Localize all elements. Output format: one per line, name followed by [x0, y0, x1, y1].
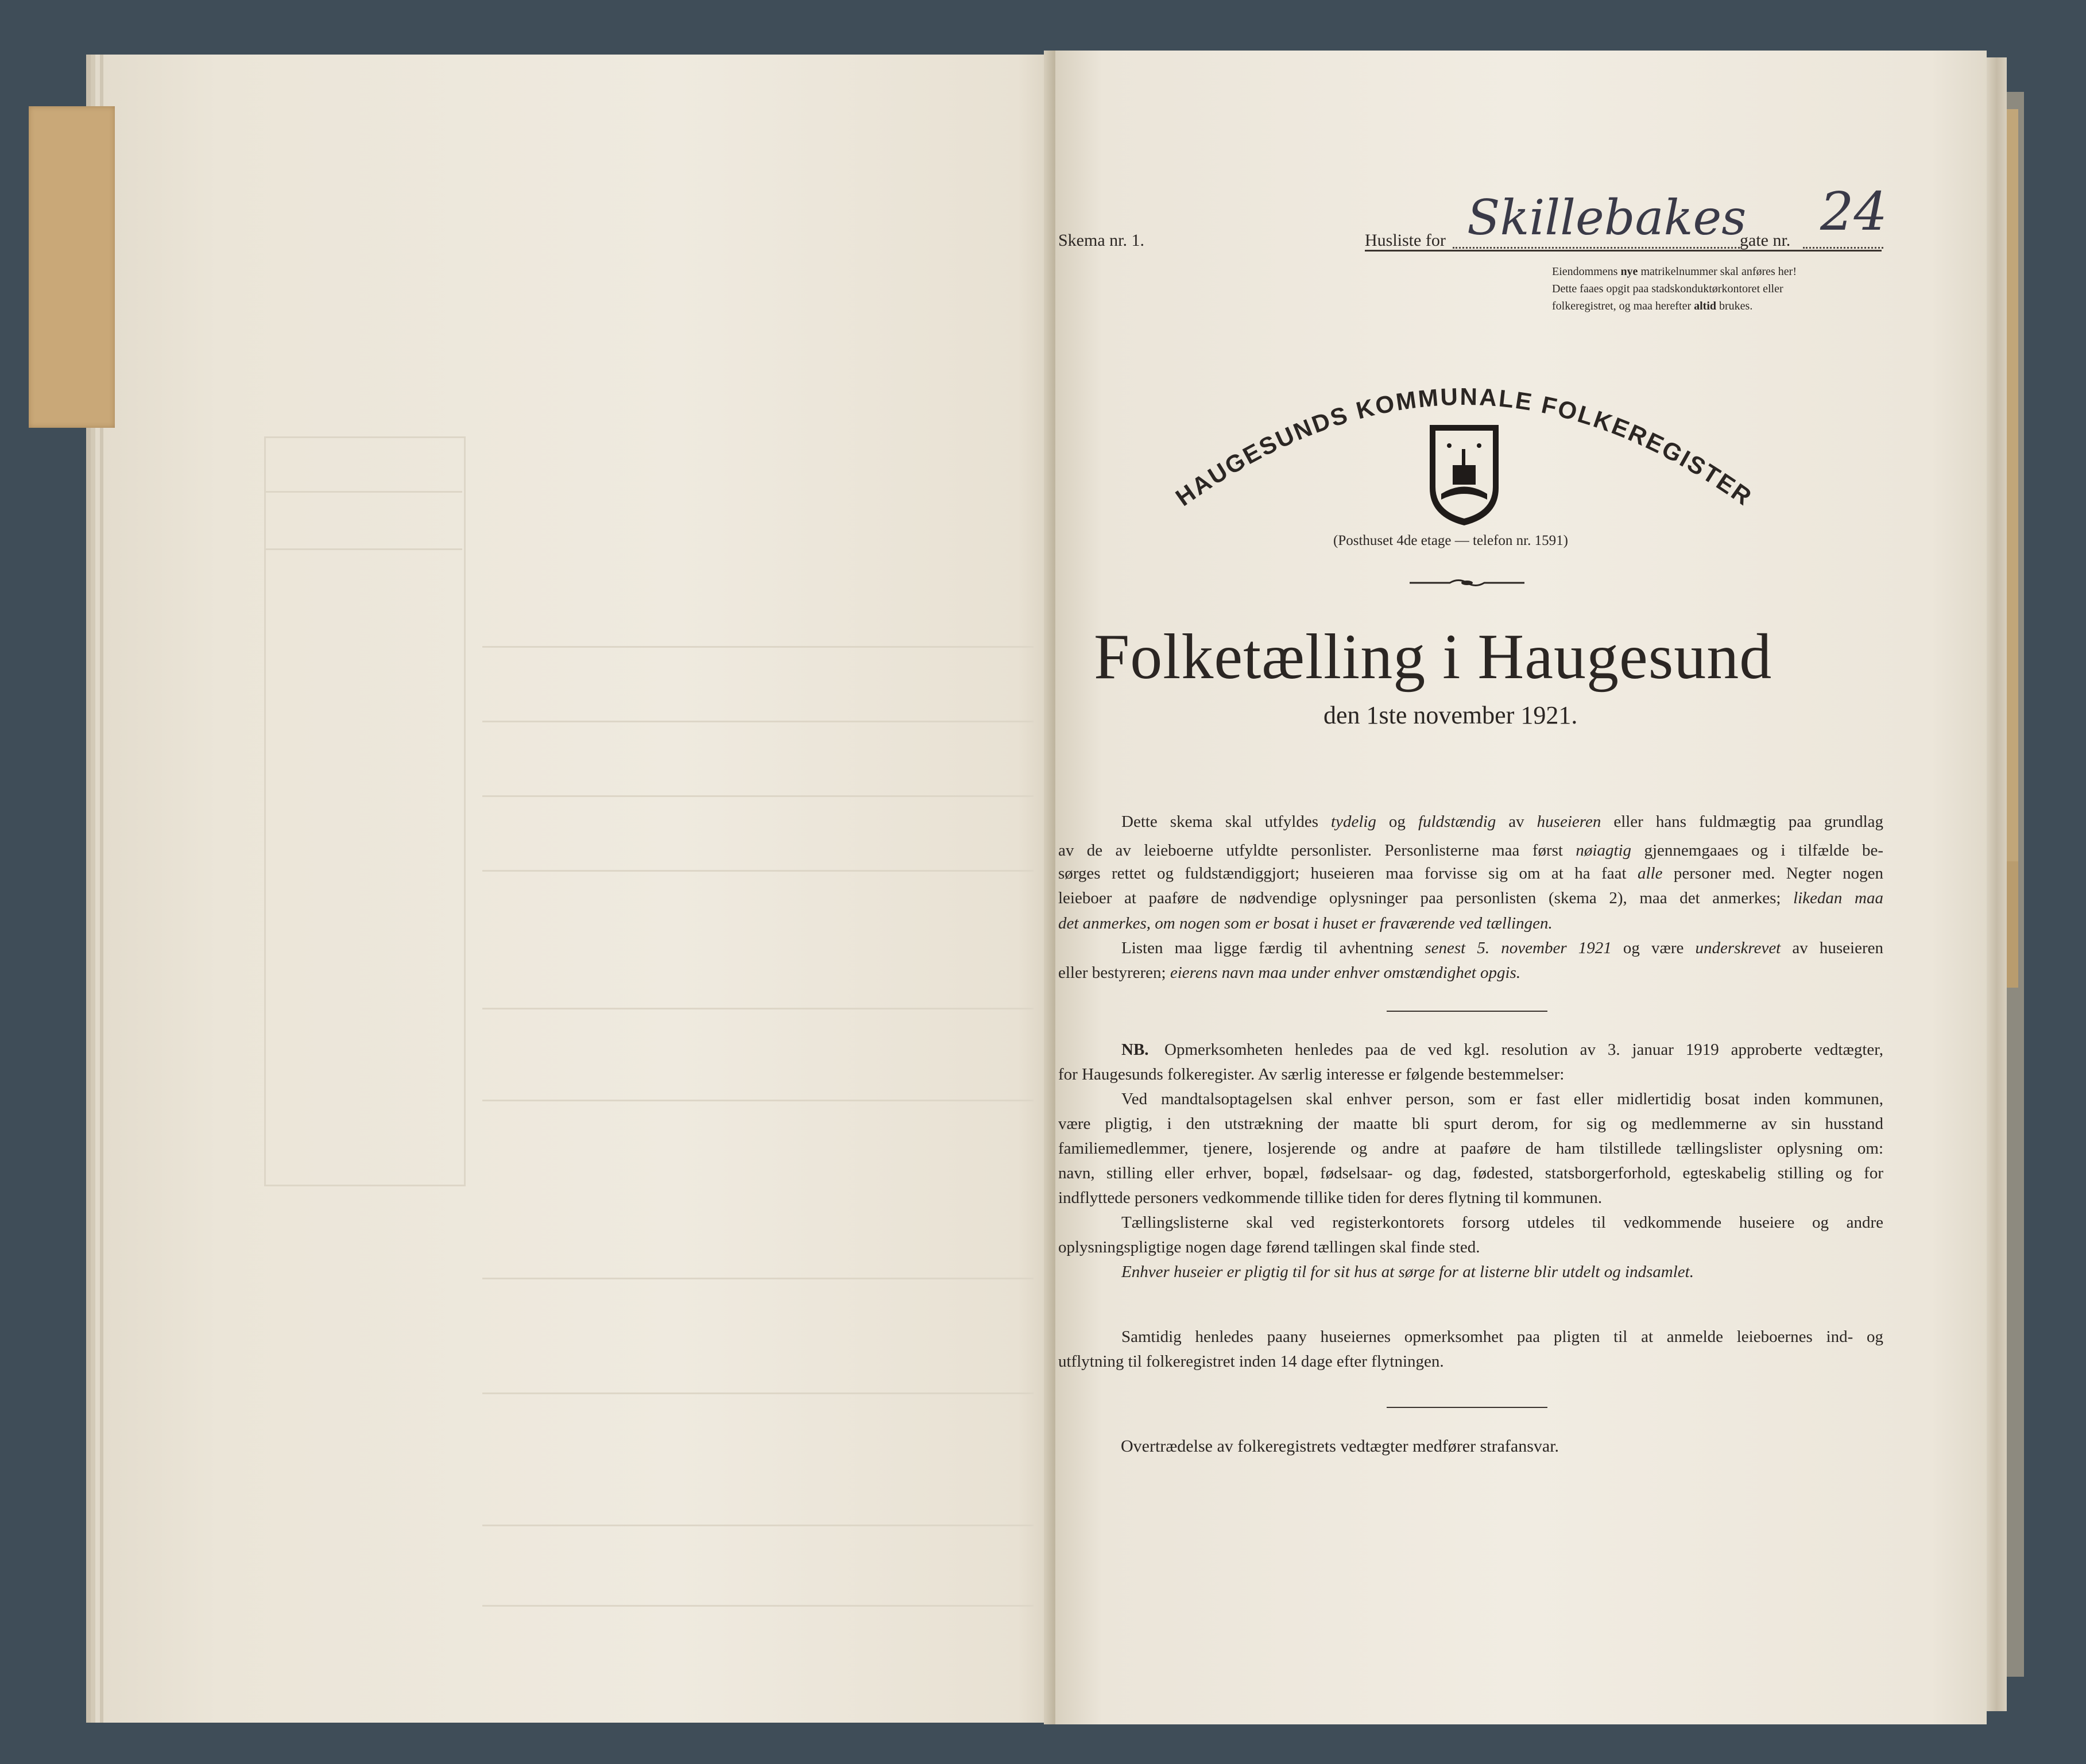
nb-line: være pligtig, i den utstrækning der maatte bli spurt derom, for sig og medlemmerne av sin husstand [1058, 1115, 1883, 1133]
bleed-through-line [482, 1392, 1034, 1394]
emblem-arc-text: HAUGESUNDS KOMMUNALE FOLKEREGISTER [1170, 382, 1758, 512]
right-page [1055, 51, 1987, 1724]
nb-line: navn, stilling eller erhver, bopæl, fødselsaar- og dag, fødested, statsborgerforhold, egteskabelig stilling og for [1058, 1164, 1883, 1182]
folkeregister-emblem [1125, 368, 1803, 551]
header-underline [1365, 250, 1882, 252]
nb-line: familiemedlemmer, tjenere, losjerende og andre at paaføre de ham tilstillede tællingslister oplysning om: [1058, 1139, 1883, 1158]
bleed-through-line [264, 491, 462, 493]
bleed-through-line [264, 548, 462, 550]
notice-line: utflytning til folkeregistret inden 14 dage efter flytningen. [1058, 1352, 1444, 1371]
nb-line: for Haugesunds folkeregister. Av særlig interesse er følgende bestemmelser: [1058, 1065, 1565, 1084]
instructions-line: sørges rettet og fuldstændiggjort; huseieren maa forvisse sig om at ha faat alle personer med. Negter nogen [1058, 864, 1883, 883]
matrikel-note-line1: Eiendommens nye matrikelnummer skal anføres her! [1552, 265, 1797, 278]
number-field-line [1803, 247, 1883, 249]
coat-of-arms-icon [1430, 425, 1499, 525]
bleed-through-line [482, 1278, 1034, 1279]
left-page [103, 55, 1056, 1723]
bleed-through-line [482, 646, 1034, 648]
footer-penalty-note: Overtrædelse av folkeregistrets vedtægter medfører strafansvar. [1121, 1437, 1559, 1456]
bleed-through-line [482, 1525, 1034, 1526]
instructions-line: det anmerkes, om nogen som er bosat i huset er fraværende ved tællingen. [1058, 914, 1553, 933]
instructions-line: eller bestyreren; eierens navn maa under enhver omstændighet opgis. [1058, 964, 1521, 982]
instructions-line: Listen maa ligge færdig til avhentning senest 5. november 1921 og være underskrevet av huseieren [1121, 939, 1884, 957]
bleed-through-line [482, 1100, 1034, 1101]
nb-italic-line: Enhver huseier er pligtig til for sit hus at sørge for at listerne blir utdelt og indsamlet. [1121, 1263, 1694, 1281]
ornament-divider-icon [1410, 575, 1524, 590]
nb-line: Tællingslisterne skal ved registerkontorets forsorg utdeles til vedkommende huseiere og andre [1121, 1213, 1883, 1232]
paper-tab-left [29, 106, 115, 428]
instructions-line: Dette skema skal utfyldes tydelig og fuldstændig av huseieren eller hans fuldmægtig paa grundlag [1121, 813, 1884, 831]
street-handwritten: Skillebakes [1467, 189, 1747, 246]
gate-label: gate nr. [1740, 231, 1791, 250]
husliste-label: Husliste for [1365, 231, 1446, 250]
matrikel-note-line2: Dette faaes opgit paa stadskonduktørkontoret eller [1552, 283, 1783, 295]
bleed-through-line [482, 721, 1034, 722]
bleed-through-line [482, 870, 1034, 872]
instructions-line: av de av leieboerne utfyldte personlister. Personlisterne maa først nøiagtig gjennemgaaes og i tilfælde be- [1058, 841, 1884, 860]
street-number-handwritten: 24 [1820, 181, 1888, 242]
nb-line: indflyttede personers vedkommende tillike tiden for deres flytning til kommunen. [1058, 1189, 1603, 1207]
emblem-address: (Posthuset 4de etage — telefon nr. 1591) [1333, 533, 1568, 548]
instructions-line: leieboer at paaføre de nødvendige oplysninger paa personlisten (skema 2), maa det anmerkes; likedan maa [1058, 889, 1883, 907]
street-field-line [1453, 247, 1740, 249]
matrikel-note-line3: folkeregistret, og maa herefter altid brukes. [1552, 300, 1753, 312]
bleed-through-line [482, 1008, 1034, 1009]
skema-number: Skema nr. 1. [1058, 231, 1144, 250]
section-divider [1387, 1011, 1547, 1012]
notice-line: Samtidig henledes paany huseiernes opmerksomhet paa pligten til at anmelde leieboernes ind- og [1121, 1328, 1883, 1346]
section-divider [1387, 1407, 1547, 1408]
nb-line: Opmerksomheten henledes paa de ved kgl. resolution av 3. januar 1919 approberte vedtægter, [1164, 1040, 1883, 1059]
nb-line: oplysningspligtige nogen dage førend tællingen skal finde sted. [1058, 1238, 1480, 1256]
page-edges-right [1987, 57, 2007, 1711]
bleed-through-line [482, 1605, 1034, 1607]
bleed-through-line [482, 795, 1034, 797]
nb-line: Ved mandtalsoptagelsen skal enhver person, som er fast eller midlertidig bosat inden kommunen, [1121, 1090, 1883, 1108]
document-date: den 1ste november 1921. [1323, 701, 1578, 729]
document-title: Folketælling i Haugesund [1094, 621, 1772, 693]
nb-label: NB. [1121, 1040, 1149, 1059]
